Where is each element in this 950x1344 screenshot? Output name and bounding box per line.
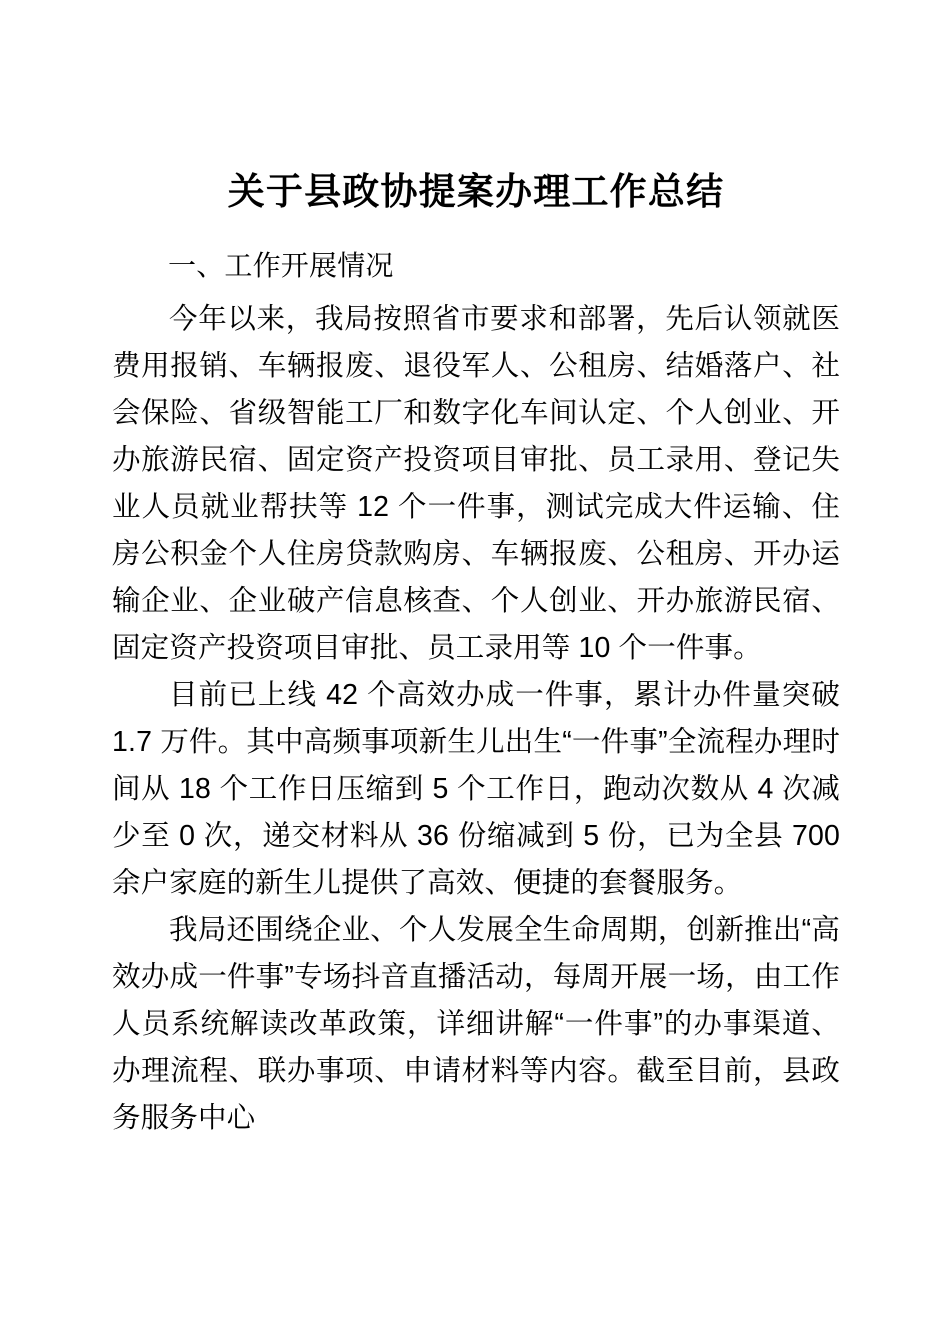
document-body bbox=[112, 0, 840, 1142]
paragraph-1: 今年以来，我局按照省市要求和部署，先后认领就医费用报销、车辆报废、退役军人、公租房、结婚落户、社会保险、省级智能工厂和数字化车间认定、个人创业、开办旅游民宿、固定资产投资项目审批、员工录用、登记失业人员就业帮扶等 12 个一件事，测试完成大件运输、住房公积金个人住房贷款购房、车辆报废、公租房、开办运输企业、企业破产信息核查、个人创业、开办旅游民宿、固定资产投资项目审批、员工录用等 10 个一件事。 bbox=[112, 303, 840, 664]
section-heading-1: 一、工作开展情况 bbox=[168, 250, 394, 281]
paragraph-3: 我局还围绕企业、个人发展全生命周期，创新推出“高效办成一件事”专场抖音直播活动，每周开展一场，由工作人员系统解读改革政策，详细讲解“一件事”的办事渠道、办理流程、联办事项、申请材料等内容。截至目前，县政务服务中心 bbox=[112, 914, 840, 1134]
paragraph-2: 目前已上线 42 个高效办成一件事，累计办件量突破 1.7 万件。其中高频事项新生儿出生“一件事”全流程办理时间从 18 个工作日压缩到 5 个工作日，跑动次数从 4 次减少至 0 次，递交材料从 36 份缩减到 5 份，已为全县 700 余户家庭的新生儿提供了高效、便捷的套餐服务。 bbox=[112, 679, 840, 899]
page-title: 关于县政协提案办理工作总结 bbox=[227, 171, 725, 212]
